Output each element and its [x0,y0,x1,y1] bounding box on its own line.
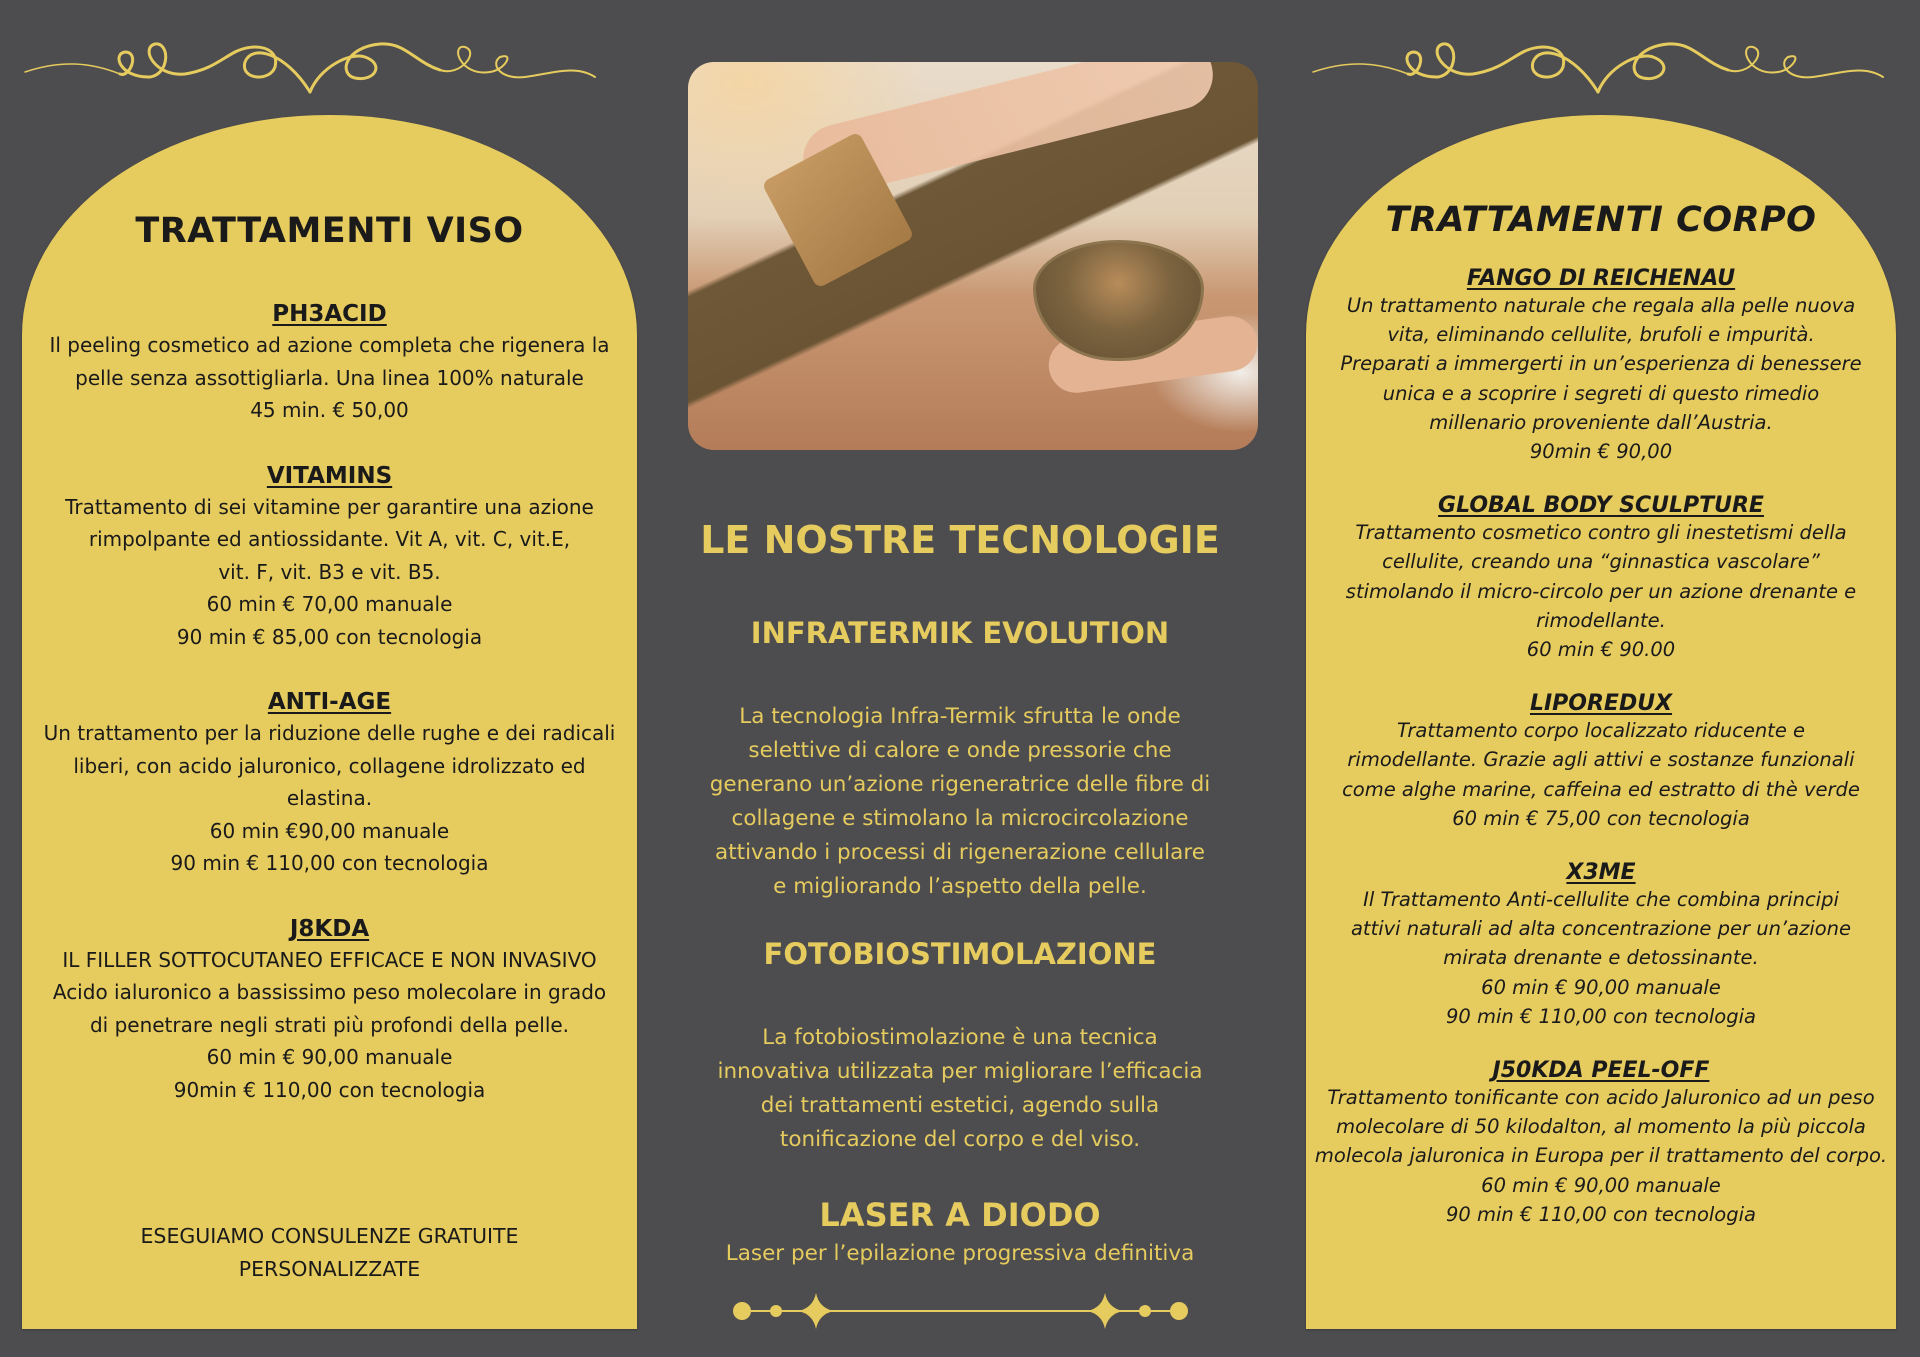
treatment-description: cellulite, creando una “ginnastica vascolare” [1382,550,1820,574]
treatment-description: unica e a scoprire i segreti di questo rimedio [1382,381,1820,405]
treatment-description: molecolare di 50 kilodalton, al momento la più piccola [1336,1115,1866,1139]
treatment-description: Acido ialuronico a bassissimo peso molecolare in grado [52,980,607,1004]
face-treatments-panel [22,115,637,1329]
treatment-item-fango-di-reichenau [1312,266,1890,466]
description-line: generano un’azione rigeneratrice delle fibre di [709,772,1211,797]
description-line: selettive di calore e onde pressorie che [748,738,1172,763]
treatment-price: 60 min € 90,00 manuale [1481,975,1721,999]
treatment-name: LIPOREDUX [1529,691,1673,717]
treatment-name: GLOBAL BODY SCULPTURE [1438,493,1764,519]
treatment-item-anti-age [28,689,631,880]
fotobiostimolazione-description [660,1021,1260,1157]
treatment-price: 90min € 110,00 con tecnologia [173,1077,486,1102]
treatment-name: J50KDA PEEL-OFF [1492,1058,1710,1084]
treatment-name: FANGO DI REICHENAU [1466,266,1736,291]
free-consultation-note [22,1220,637,1286]
treatment-description: Trattamento tonificante con acido Jaluronico ad un peso [1327,1086,1875,1110]
treatment-tagline: IL FILLER SOTTOCUTANEO EFFICACE E NON INVASIVO [62,947,597,972]
consultation-line: ESEGUIAMO CONSULENZE GRATUITE [140,1224,519,1248]
treatment-price: 45 min. € 50,00 [250,398,409,422]
treatment-item-ph3acid [28,301,631,427]
treatment-description: rimpolpante ed antiossidante. Vit A, vit. C, vit.E, [88,527,571,551]
treatment-item-vitamins [28,463,631,654]
sparkle-divider-icon [728,1290,1193,1332]
treatment-description: di penetrare negli strati più profondi della pelle. [89,1012,570,1037]
treatment-name: VITAMINS [266,462,393,489]
treatment-description: attivi naturali ad alta concentrazione per un’azione [1350,917,1852,941]
technologies-title: LE NOSTRE TECNOLOGIE [700,518,1220,562]
treatment-description: rimodellante. [1536,608,1666,632]
treatment-description: come alghe marine, caffeina ed estratto di thè verde [1342,777,1860,801]
treatment-description: vita, eliminando cellulite, brufoli e impurità. [1387,323,1815,347]
treatment-price: 60 min €90,00 manuale [209,818,450,843]
treatment-name: J8KDA [289,915,370,942]
description-line: innovativa utilizzata per migliorare l’efficacia [717,1059,1203,1084]
treatment-description: Preparati a immergerti in un’esperienza di benessere [1340,352,1862,376]
description-line: La tecnologia Infra-Termik sfrutta le onde [739,704,1181,729]
description-line: tonificazione del corpo e del viso. [779,1127,1141,1152]
treatment-price: 90 min € 110,00 con tecnologia [1446,1202,1756,1226]
treatment-price: 60 min € 90,00 manuale [206,1045,453,1069]
treatment-description: elastina. [286,786,373,810]
treatment-description: stimolando il micro-circolo per un azione drenante e [1345,579,1857,603]
treatment-description: mirata drenante e detossinante. [1443,946,1759,970]
treatment-item-j50kda-peel-off [1312,1058,1890,1229]
treatment-description: rimodellante. Grazie agli attivi e sostanze funzionali [1347,748,1855,772]
treatment-price: 90 min € 110,00 con tecnologia [170,851,489,875]
treatment-description: Trattamento corpo localizzato riducente e [1396,719,1806,743]
treatment-name: X3ME [1566,860,1636,886]
treatment-description: Il peeling cosmetico ad azione completa che rigenera la [49,333,610,357]
consultation-line: PERSONALIZZATE [238,1257,421,1281]
treatment-item-global-body-sculpture [1312,493,1890,664]
description-line: e migliorando l’aspetto della pelle. [773,874,1147,899]
treatment-description: pelle senza assottigliarla. Una linea 100% naturale [75,365,584,390]
description-line: attivando i processi di rigenerazione cellulare [715,840,1205,865]
laser-diodo-title: LASER A DIODO [819,1196,1101,1234]
description-line: La fotobiostimolazione è una tecnica [762,1025,1158,1050]
treatment-price: 60 min € 75,00 con tecnologia [1452,806,1750,830]
treatment-price: 90 min € 85,00 con tecnologia [176,624,483,649]
infratermik-title: INFRATERMIK EVOLUTION [750,616,1170,650]
treatment-name: ANTI-AGE [267,689,392,715]
infratermik-description [660,700,1260,904]
treatment-description: Un trattamento per la riduzione delle rughe e dei radicali [43,721,616,745]
treatment-price: 90 min € 110,00 con tecnologia [1446,1004,1756,1028]
treatment-price: 60 min € 90.00 [1526,638,1676,662]
description-line: collagene e stimolano la microcircolazione [731,806,1189,831]
body-treatments-title: TRATTAMENTI CORPO [1385,200,1817,240]
treatment-price: 60 min € 90,00 manuale [1481,1173,1721,1197]
laser-diodo-subtitle: Laser per l’epilazione progressiva definitiva [725,1241,1195,1266]
treatment-description: millenario proveniente dall’Austria. [1429,410,1773,434]
description-line: dei trattamenti estetici, agendo sulla [760,1093,1160,1118]
treatment-item-liporedux [1312,691,1890,833]
treatment-description: liberi, con acido jaluronico, collagene idrolizzato ed [73,753,586,778]
treatment-item-j8kda [28,916,631,1107]
body-treatments-panel [1306,115,1896,1329]
treatment-price: 60 min € 70,00 manuale [206,592,453,616]
treatment-description: vit. F, vit. B3 e vit. B5. [218,559,441,584]
flourish-ornament-left-icon [20,22,600,102]
treatment-description: Un trattamento naturale che regala alla pelle nuova [1346,294,1856,317]
treatment-description: molecola jaluronica in Europa per il trattamento del corpo. [1314,1144,1888,1168]
treatment-price: 90min € 90,00 [1529,440,1673,464]
face-treatments-title: TRATTAMENTI VISO [135,211,524,251]
treatment-description: Il Trattamento Anti-cellulite che combina principi [1363,888,1839,912]
flourish-ornament-right-icon [1308,22,1888,102]
fotobiostimolazione-title: FOTOBIOSTIMOLAZIONE [763,937,1157,971]
treatment-description: Trattamento di sei vitamine per garantire una azione [65,494,594,519]
treatment-name: PH3ACID [272,301,387,327]
treatment-item-x3me [1312,860,1890,1031]
treatment-description: Trattamento cosmetico contro gli inestetismi della [1355,521,1847,545]
mud-treatment-photo [688,62,1258,450]
